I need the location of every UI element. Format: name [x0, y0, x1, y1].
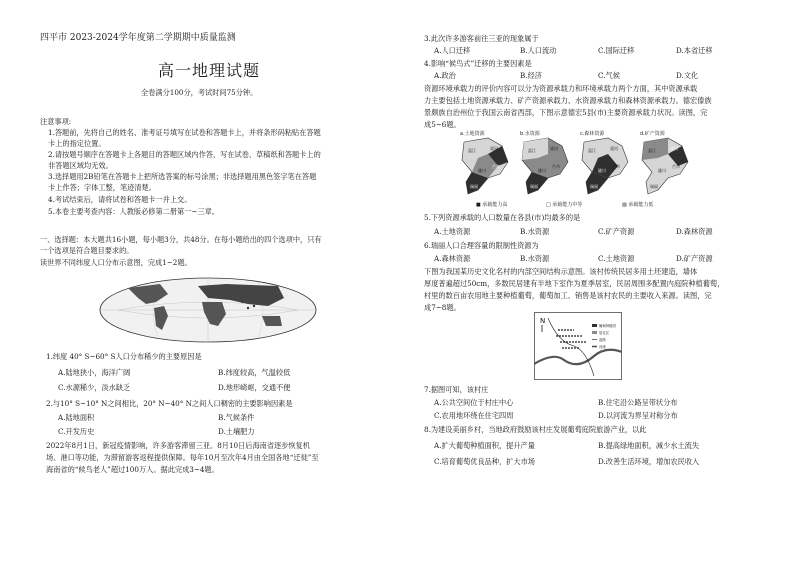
county-label: 陇川: [598, 168, 606, 173]
county-label: 瑞丽: [590, 184, 598, 189]
passage-line: 景颇族自治州位于我国云南省西部，下图示意德宏5县(市)主要资源承载力状况。读图，完: [424, 108, 708, 117]
legend-swatch: [592, 331, 597, 334]
exam-header: 四平市 2023-2024学年度第二学期期中质量监测: [40, 33, 236, 43]
question-3-option-a[interactable]: A.人口迁移: [434, 46, 471, 55]
village-structure-map: [534, 312, 622, 380]
passage-line: 2022年8月1日，新冠疫情影响，许多游客滞留三亚。8月10日后海南省逐步恢复机: [46, 441, 310, 450]
passage-line: 海南省的“候鸟老人”超过100万人。据此完成3~4题。: [46, 465, 219, 474]
passage-line: 力主要包括土地资源承载力、矿产资源承载力、水资源承载力和森林资源承载力。德宏傣族: [424, 96, 712, 105]
county-label: 盈江: [648, 148, 656, 153]
map-legend-item: □ 承载能力中等: [546, 202, 583, 208]
county-label: 梁河: [490, 146, 498, 151]
notice-line: 2.请按题号顺序在答题卡上各题目的答题区域内作答，写在试卷、草稿纸和答题卡上的: [48, 150, 321, 159]
map-panel-land: [460, 130, 508, 194]
passage-line: 下图为我国某历史文化名村的内部空间结构示意图。该村传统民居多用土坯建造，墙体: [424, 267, 698, 276]
passage-line: 场、港口等功能，为滞留游客返程提供保障。每年10月至次年4月由全国各地“迁徙”至: [46, 453, 319, 462]
county-label: 陇川: [478, 168, 486, 173]
passage-line: 村里的数百亩农用地主要种植葡萄，葡萄加工、销售是该村农民的主要收入来源。读图，完: [424, 291, 712, 300]
question-5-option-d[interactable]: D.森林资源: [676, 227, 713, 236]
legend-swatch: [592, 324, 597, 327]
county-label: 陇川: [658, 168, 666, 173]
question-6-option-a[interactable]: A.森林资源: [434, 254, 471, 263]
passage-line: 成5~6题。: [424, 120, 461, 129]
notice-line: 卡上作答；字体工整，笔迹清楚。: [48, 183, 156, 192]
county-label: 芒市: [552, 164, 560, 169]
map-panel-label: a.土地资源: [460, 131, 485, 137]
notice-line: 非答题区域均无效。: [48, 161, 113, 170]
notice-line: 5.本卷主要考查内容：人教版必修第二册第一~三章。: [48, 207, 220, 216]
map-panel-water: [520, 130, 568, 194]
question-6-option-d[interactable]: D.矿产资源: [676, 254, 713, 263]
county-label: 盈江: [468, 148, 476, 153]
section-intro: 一、选择题：本大题共16小题，每小题3分，共48分。在每小题给出的四个选项中，只有: [40, 235, 322, 244]
question-8-option-a[interactable]: A.扩大葡萄种植面积，提升产量: [434, 441, 535, 450]
exam-info: 全卷满分100分，考试时间75分钟。: [141, 88, 258, 97]
county-label: 瑞丽: [530, 184, 538, 189]
question-5-option-b[interactable]: B.水资源: [520, 227, 550, 236]
notice-line: 4.考试结束后，请将试卷和答题卡一并上交。: [48, 195, 192, 204]
question-1-option-a[interactable]: A.陆地狭小，海洋广阔: [58, 368, 131, 377]
question-8-stem: 8.为建设美丽乡村，当地政府鼓励该村庄发展葡萄庭院旅游产业，以此: [424, 425, 647, 434]
legend-label: 道路: [599, 338, 606, 342]
county-label: 瑞丽: [470, 184, 478, 189]
county-label: 梁河: [670, 146, 678, 151]
county-label: 梁河: [550, 146, 558, 151]
question-1-option-c[interactable]: C.水源稀少，淡水缺乏: [58, 383, 131, 392]
question-5-option-a[interactable]: A.土地资源: [434, 227, 471, 236]
left-column: [40, 0, 385, 561]
map-legend-item: ■ 承载能力高: [476, 202, 508, 208]
question-6-stem: 6.瑞丽人口合理容量的限制性资源为: [424, 241, 539, 250]
county-label: 芒市: [612, 164, 620, 169]
question-3-option-b[interactable]: B.人口流动: [520, 46, 557, 55]
question-1-option-b[interactable]: B.纬度较高，气温较低: [218, 368, 291, 377]
question-2-stem: 2.与10° S~10° N之间相比，20° N~40° N之间人口稠密的主要影响因素是: [46, 399, 293, 408]
county-label: 陇川: [538, 168, 546, 173]
county-label: 梁河: [610, 146, 618, 151]
question-1-option-d[interactable]: D.地形崎岖，交通不便: [218, 383, 291, 392]
question-2-option-d[interactable]: D.土壤肥力: [218, 427, 255, 436]
dehong-resource-maps: [458, 128, 708, 202]
county-label: 芒市: [672, 164, 680, 169]
map-panel-label: b.水资源: [520, 131, 540, 137]
question-7-option-a[interactable]: A.公共空间位于村庄中心: [434, 398, 514, 407]
question-4-stem: 4.影响“候鸟式”迁移的主要因素是: [424, 59, 532, 68]
question-1-stem: 1.纬度 40° S~60° S人口分布稀少的主要原因是: [46, 352, 202, 361]
question-4-option-b[interactable]: B.经济: [520, 71, 542, 80]
question-3-option-d[interactable]: D.本省迁移: [676, 46, 713, 55]
question-8-option-c[interactable]: C.培育葡萄优良品种，扩大市场: [434, 457, 535, 466]
map-panel-label: c.森林资源: [580, 131, 605, 137]
question-8-option-d[interactable]: D.改善生活环境，增加农民收入: [598, 457, 700, 466]
question-4-option-d[interactable]: D.文化: [676, 71, 699, 80]
question-2-option-a[interactable]: A.陆地面积: [58, 413, 95, 422]
county-label: 盈江: [528, 148, 536, 153]
section-intro: 读世界不同纬度人口分布示意图，完成1~2题。: [40, 258, 192, 267]
notice-line: 卡上的指定位置。: [48, 139, 106, 148]
question-5-option-c[interactable]: C.矿产资源: [598, 227, 635, 236]
question-7-stem: 7.据图可知，该村庄: [424, 385, 489, 394]
county-label: 盈江: [588, 148, 596, 153]
legend-label: 河流: [599, 345, 606, 349]
map-panel-label: d.矿产资源: [640, 131, 665, 137]
world-population-map: [98, 276, 318, 344]
section-intro: 一个选项是符合题目要求的。: [40, 246, 134, 255]
passage-line: 资源环境承载力的评价内容可以分为资源承载力和环境承载力两个方面，其中资源承载: [424, 84, 698, 93]
question-2-option-c[interactable]: C.开发历史: [58, 427, 95, 436]
notice-line: 3.选择题用2B铅笔在答题卡上把所选答案的标号涂黑；非选择题用黑色签字笔在答题: [48, 172, 317, 181]
question-2-option-b[interactable]: B.气候条件: [218, 413, 255, 422]
county-label: 瑞丽: [650, 184, 658, 189]
page-title: 高一地理试题: [158, 61, 261, 80]
right-column: [418, 0, 764, 561]
question-4-option-c[interactable]: C.气候: [598, 71, 620, 80]
question-5-stem: 5.下列资源承载的人口数量在各县(市)均最多的是: [424, 213, 581, 222]
question-7-option-d[interactable]: D.以河流为界呈对称分布: [598, 411, 678, 420]
north-arrow-label: N: [540, 317, 546, 325]
map-panel-forest: [580, 130, 628, 194]
passage-line: 厚度普遍超过50cm，多数民居建有半地下室作为夏季居室，民居周围多配置内庭院种植葡萄，: [424, 279, 725, 288]
notice-line: 1.答题前，先将自己的姓名、准考证号填写在试卷和答题卡上，并将条形码粘贴在答题: [48, 128, 321, 137]
question-4-option-a[interactable]: A.政治: [434, 71, 456, 80]
question-8-option-b[interactable]: B.提高绿地面积，减少水土流失: [598, 441, 700, 450]
passage-line: 成7~8题。: [424, 303, 461, 312]
question-7-option-c[interactable]: C.农用地环绕在住宅四周: [434, 411, 514, 420]
question-7-option-b[interactable]: B.住宅沿公路呈带状分布: [598, 398, 678, 407]
question-3-option-c[interactable]: C.国际迁移: [598, 46, 635, 55]
question-6-option-c[interactable]: C.土地资源: [598, 254, 635, 263]
question-3-stem: 3.此次许多游客前往三亚的现象属于: [424, 34, 539, 43]
map-legend-item: ▨ 承载能力低: [622, 202, 654, 208]
question-6-option-b[interactable]: B.水资源: [520, 254, 550, 263]
legend-label: 居住区: [599, 331, 610, 335]
notice-heading: 注意事项:: [40, 117, 72, 126]
legend-label: 葡萄种植园: [599, 324, 616, 328]
map-panel-mineral: [640, 130, 688, 194]
county-label: 芒市: [492, 164, 500, 169]
